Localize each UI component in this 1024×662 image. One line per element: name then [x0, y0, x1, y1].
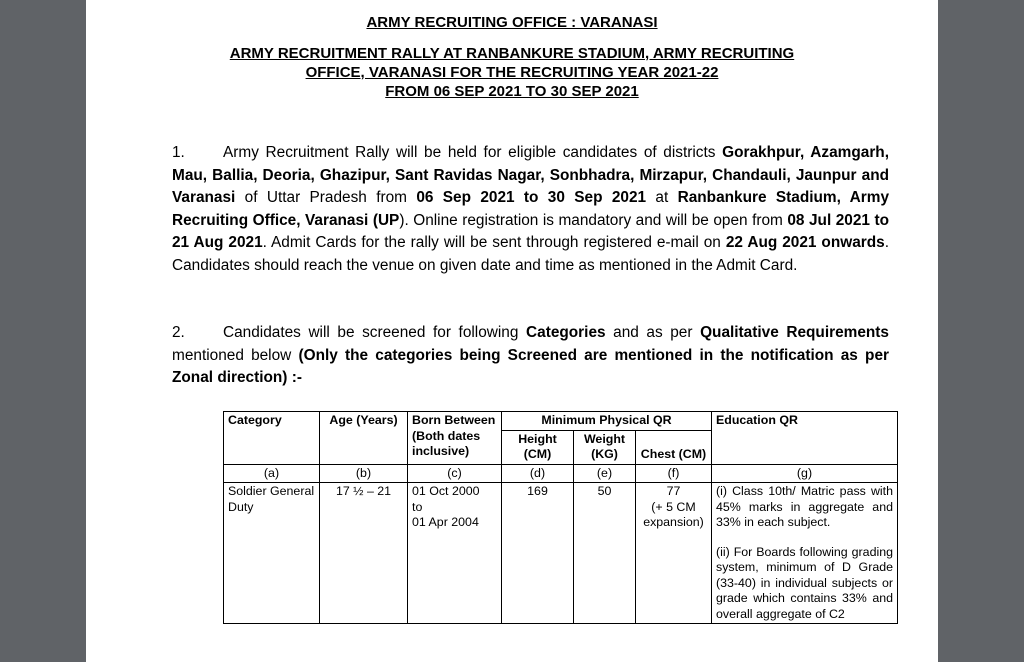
letter-c: (c): [408, 464, 502, 483]
header-height: Height (CM): [502, 430, 574, 464]
cell-height: 169: [502, 483, 574, 624]
zonal-direction-note: (Only the categories being Screened are mentioned in the notification as per Zonal direction) :-: [172, 346, 889, 387]
districts-list: Gorakhpur, Azamgarh, Mau, Ballia, Deoria, Ghazipur, Sant Ravidas Nagar, Sonbhadra, Mirzapur, Chandauli, Jaunpur and Varanasi: [172, 144, 889, 207]
paragraph-1: 1. Army Recruitment Rally will be held for eligible candidates of districts Gorakhpur, Azamgarh, Mau, Ballia, Deoria, Ghazipur, Sant Ravidas Nagar, Sonbhadra, Mirzapur, Chandauli, Jaunpur and Varanasi of Uttar Pradesh from 06 Sep 2021 to 30 Sep 2021 at Ranbankure Stadium, Army Recruiting Office, Varanasi (UP). Online registration is mandatory and will be open from 08 Jul 2021 to 21 Aug 2021. Admit Cards for the rally will be sent through registered e-mail on 22 Aug 2021 onwards. Candidates should reach the venue on given date and time as mentioned in the Admit Card.: [172, 144, 890, 274]
cell-born-between: 01 Oct 2000 to 01 Apr 2004: [408, 483, 502, 624]
office-title: ARMY RECRUITING OFFICE : VARANASI: [366, 14, 658, 31]
paragraph-1-number: 1.: [172, 144, 185, 161]
letter-g: (g): [712, 464, 898, 483]
header-weight: Weight (KG): [574, 430, 636, 464]
rally-venue: Ranbankure Stadium, Army Recruiting Office, Varanasi (UP: [172, 189, 890, 229]
qualitative-requirements-table: [223, 411, 898, 624]
cell-education: (i) Class 10th/ Matric pass with 45% marks in aggregate and 33% in each subject. (ii) For Boards following grading system, minimum of D Grade (33-40) in individual subjects or grade which contains 33% and overall aggregate of C2: [712, 483, 898, 624]
viewer-background-right: [938, 0, 1024, 662]
header-min-physical-qr: Minimum Physical QR: [502, 412, 712, 431]
rally-date-range: 06 Sep 2021 to 30 Sep 2021: [416, 189, 647, 207]
letter-b: (b): [320, 464, 408, 483]
letter-f: (f): [636, 464, 712, 483]
table-letters-row: [224, 464, 898, 483]
cell-weight: 50: [574, 483, 636, 624]
rally-title-line-2: OFFICE, VARANASI FOR THE RECRUITING YEAR 2021-22: [305, 64, 719, 81]
header-age: Age (Years): [320, 412, 408, 465]
header-category: Category: [224, 412, 320, 465]
rally-dates-title: FROM 06 SEP 2021 TO 30 SEP 2021: [385, 83, 639, 100]
paragraph-2: 2. Candidates will be screened for following Categories and as per Qualitative Requirements mentioned below (Only the categories being Screened are mentioned in the notification as per Zonal direction) :-: [172, 324, 889, 387]
paragraph-2-number: 2.: [172, 324, 185, 341]
cell-category: Soldier General Duty: [224, 483, 320, 624]
letter-e: (e): [574, 464, 636, 483]
viewer-background-left: [0, 0, 86, 662]
admit-card-date: 22 Aug 2021 onwards: [725, 234, 885, 252]
header-chest: Chest (CM): [636, 430, 712, 464]
registration-dates: 08 Jul 2021 to 21 Aug 2021: [172, 211, 889, 252]
cell-age: 17 ½ – 21: [320, 483, 408, 624]
letter-d: (d): [502, 464, 574, 483]
table-header-row: [224, 412, 898, 431]
letter-a: (a): [224, 464, 320, 483]
table-row: [224, 483, 898, 624]
document-page: [86, 0, 938, 662]
header-education-qr: Education QR: [712, 412, 898, 465]
cell-chest: 77 (+ 5 CM expansion): [636, 483, 712, 624]
header-born-between: Born Between (Both dates inclusive): [408, 412, 502, 465]
rally-title-line-1: ARMY RECRUITMENT RALLY AT RANBANKURE STADIUM, ARMY RECRUITING: [229, 45, 795, 62]
